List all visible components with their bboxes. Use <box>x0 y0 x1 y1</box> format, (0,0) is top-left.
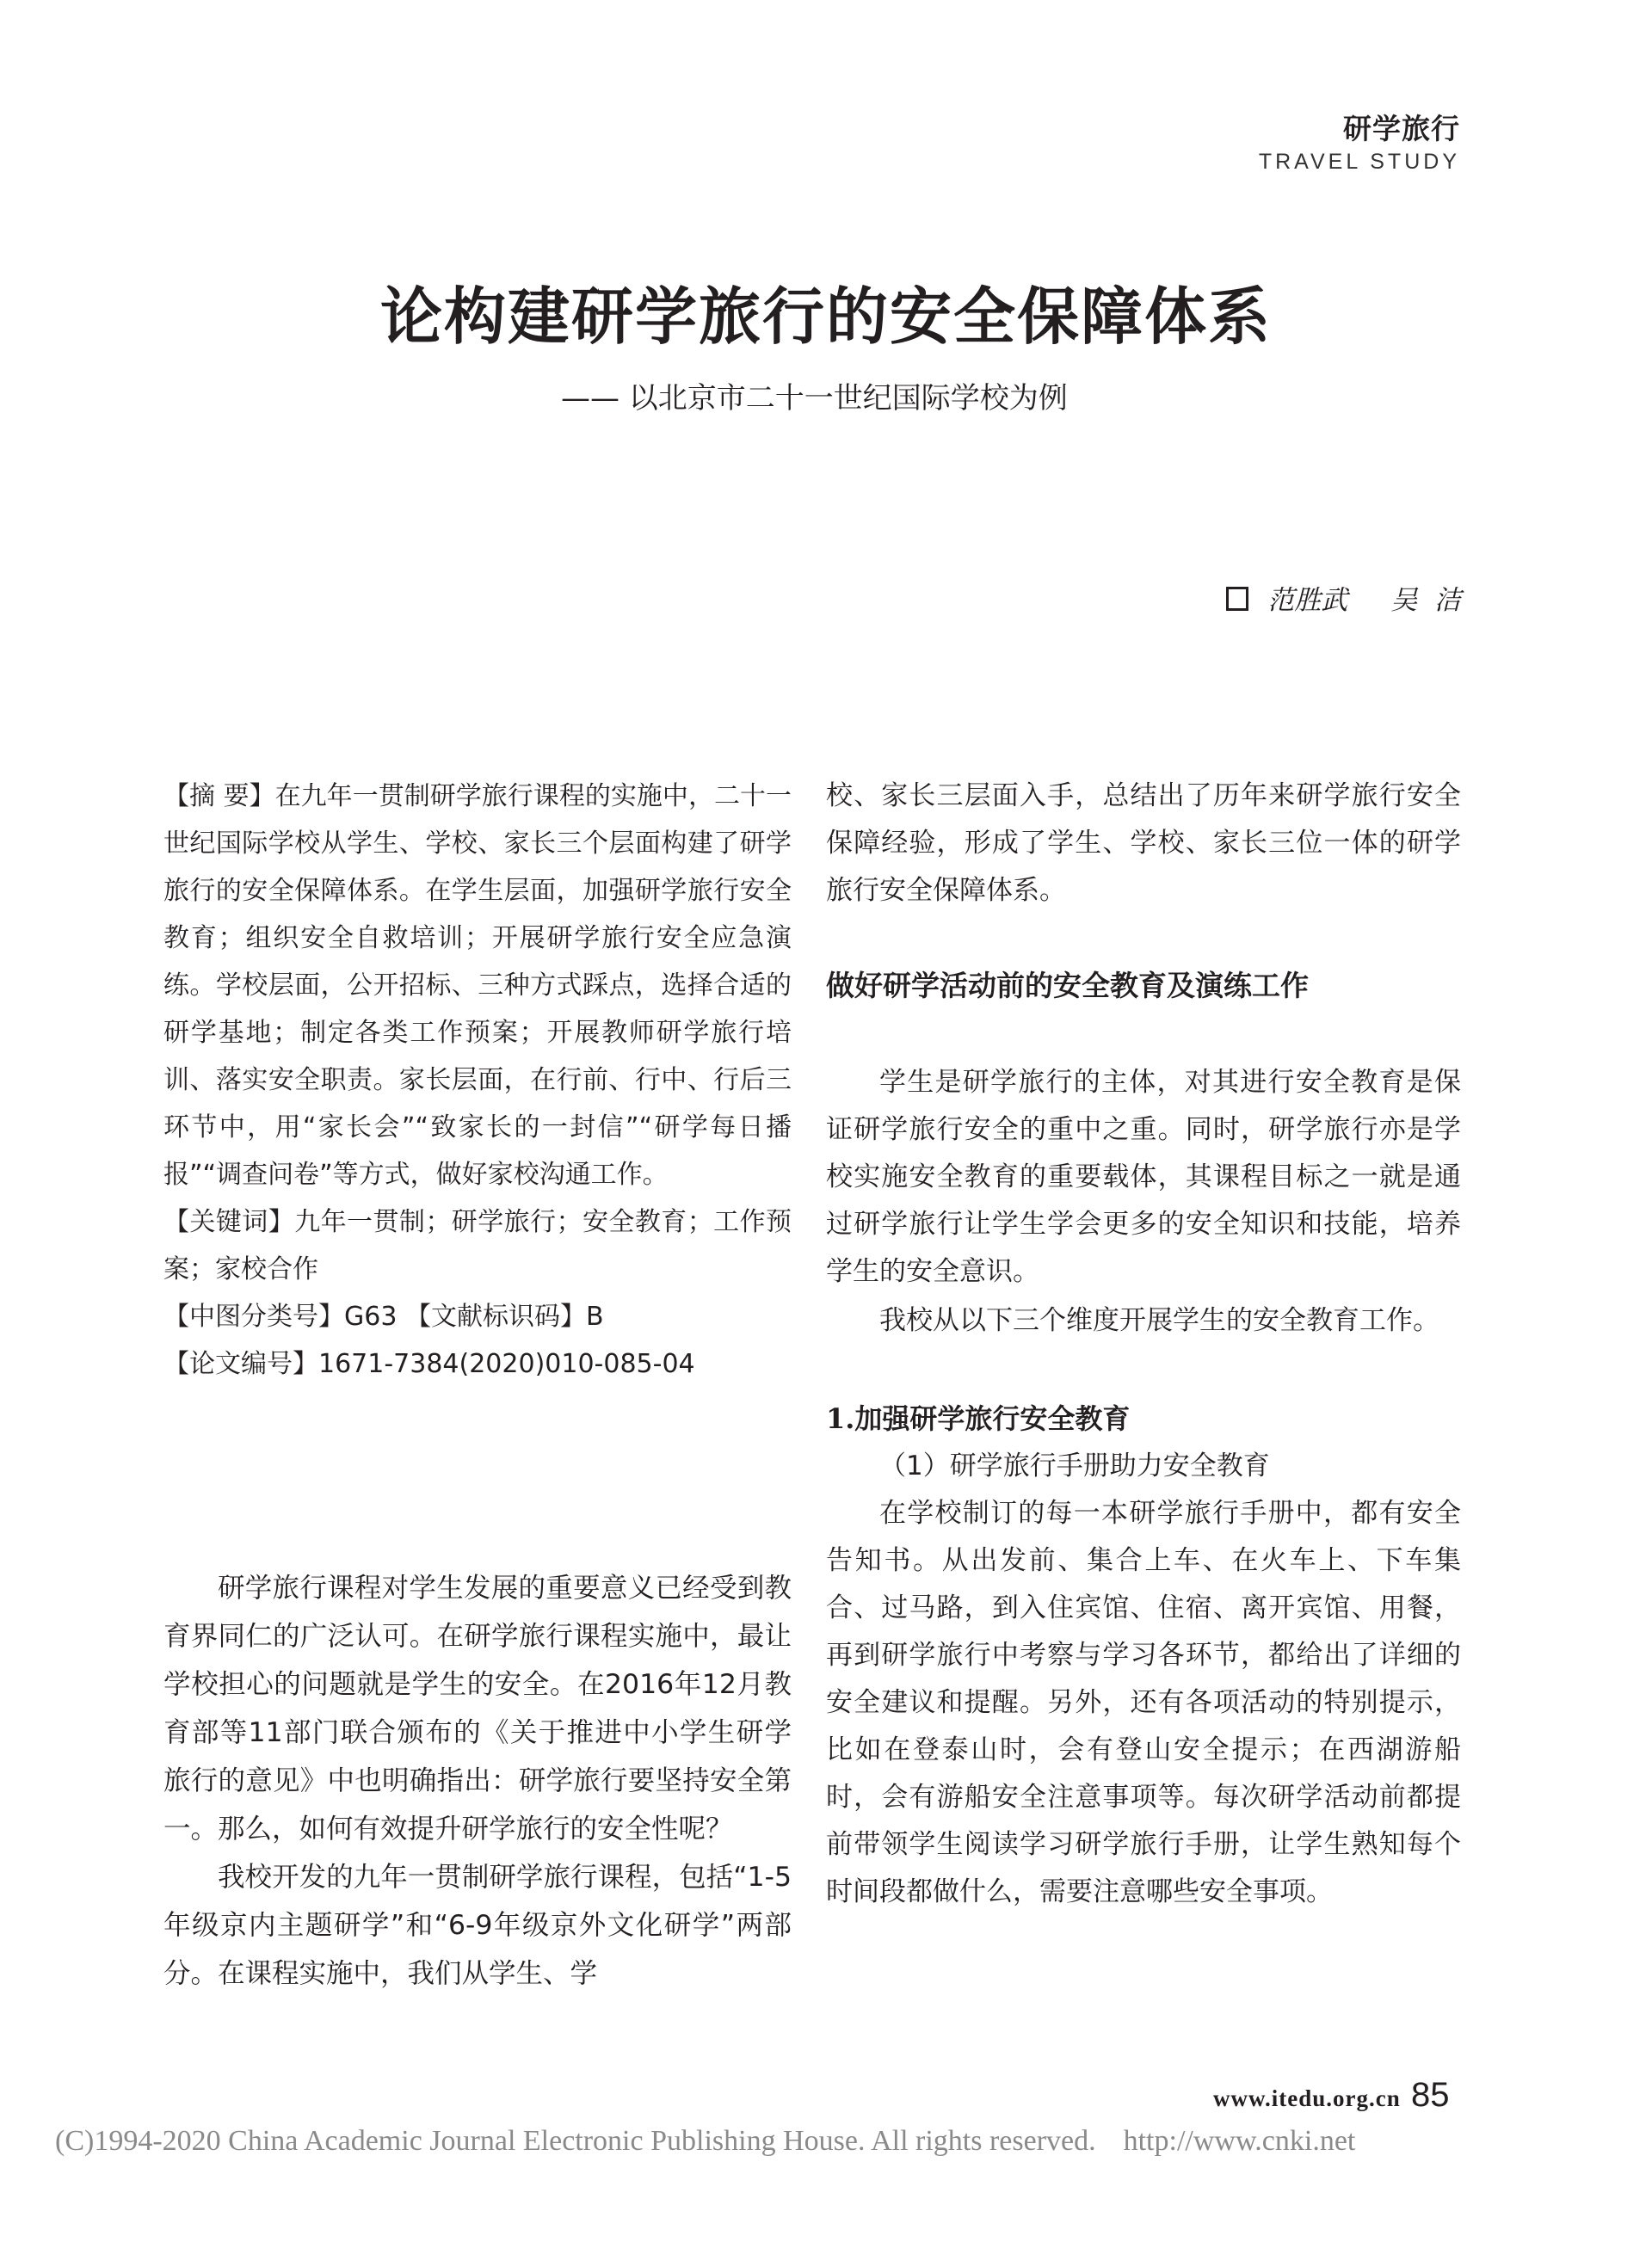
article-title: 论构建研学旅行的安全保障体系 <box>379 280 1272 353</box>
body-paragraph-continued: 校、家长三层面入手，总结出了历年来研学旅行安全保障经验，形成了学生、学校、家长三位一体的研学旅行安全保障体系。 <box>826 780 1461 906</box>
doc-code-value: B <box>585 1302 604 1332</box>
section-tag-cn: 研学旅行 <box>1343 112 1460 145</box>
right-column <box>826 773 1461 1916</box>
body-paragraph: 我校开发的九年一贯制研学旅行课程，包括“1-5年级京内主题研学”和“6-9年级京外文化研学”两部分。在课程实施中，我们从学生、学 <box>163 1862 792 1989</box>
abstract-block <box>163 773 792 1388</box>
footer-site-url: www.itedu.org.cn <box>1213 2085 1401 2111</box>
page-number: 85 <box>1411 2076 1450 2114</box>
cnki-url: http://www.cnki.net <box>1123 2125 1356 2157</box>
article-subtitle: —— 以北京市二十一世纪国际学校为例 <box>561 381 1068 416</box>
copyright-text: (C)1994-2020 China Academic Journal Electronic Publishing House. All rights reserved. <box>55 2125 1096 2157</box>
body-paragraph: 研学旅行课程对学生发展的重要意义已经受到教育界同仁的广泛认可。在研学旅行课程实施中，最让学校担心的问题就是学生的安全。在2016年12月教育部等11部门联合颁布的《关于推进中小学生研学旅行的意见》中也明确指出：研学旅行要坚持安全第一。那么，如何有效提升研学旅行的安全性呢？ <box>163 1573 792 1845</box>
left-body-text <box>163 1564 792 1998</box>
square-bullet-icon <box>1226 587 1248 611</box>
author-name: 吴 洁 <box>1390 585 1461 616</box>
section-tag <box>1259 110 1460 176</box>
classification-line <box>163 1293 792 1340</box>
subsection-heading: 1.加强研学旅行安全教育 <box>826 1402 1131 1435</box>
clc-value: G63 <box>344 1302 398 1332</box>
body-paragraph: 我校从以下三个维度开展学生的安全教育工作。 <box>879 1305 1439 1336</box>
subsubsection-heading: （1）研学旅行手册助力安全教育 <box>879 1451 1270 1481</box>
author-line <box>1226 582 1461 619</box>
keywords-text: 九年一贯制；研学旅行；安全教育；工作预案；家校合作 <box>163 1207 792 1284</box>
doc-code-label: 【文献标识码】 <box>404 1302 586 1332</box>
keywords-line <box>163 1198 792 1293</box>
abstract-paragraph <box>163 773 792 1198</box>
body-paragraph: 在学校制订的每一本研学旅行手册中，都有安全告知书。从出发前、集合上车、在火车上、下车集合、过马路，到入住宾馆、住宿、离开宾馆、用餐，再到研学旅行中考察与学习各环节，都给出了详细的安全建议和提醒。另外，还有各项活动的特别提示，比如在登泰山时，会有登山安全提示；在西湖游船时，会有游船安全注意事项等。每次研学活动前都提前带领学生阅读学习研学旅行手册，让学生熟知每个时间段都做什么，需要注意哪些安全事项。 <box>826 1498 1461 1907</box>
paper-id-label: 【论文编号】 <box>163 1349 318 1379</box>
copyright-watermark <box>55 2125 1355 2158</box>
section-tag-en: TRAVEL STUDY <box>1258 150 1460 174</box>
author-name: 范胜武 <box>1267 585 1348 616</box>
keywords-label: 【关键词】 <box>163 1207 295 1237</box>
paper-id-line <box>163 1340 792 1388</box>
abstract-text: 在九年一贯制研学旅行课程的实施中，二十一世纪国际学校从学生、学校、家长三个层面构建了研学旅行的安全保障体系。在学生层面，加强研学旅行安全教育；组织安全自救培训；开展研学旅行安全应急演练。学校层面，公开招标、三种方式踩点，选择合适的研学基地；制定各类工作预案；开展教师研学旅行培训、落实安全职责。家长层面，在行前、行中、行后三环节中，用“家长会”“致家长的一封信”“研学每日播报”“调查问卷”等方式，做好家校沟通工作。 <box>163 781 792 1190</box>
paper-id-value: 1671-7384(2020)010-085-04 <box>318 1349 695 1379</box>
clc-label: 【中图分类号】 <box>163 1302 344 1332</box>
section-heading: 做好研学活动前的安全教育及演练工作 <box>826 969 1309 1002</box>
abstract-label: 【摘 要】 <box>163 781 275 811</box>
body-paragraph: 学生是研学旅行的主体，对其进行安全教育是保证研学旅行安全的重中之重。同时，研学旅行亦是学校实施安全教育的重要载体，其课程目标之一就是通过研学旅行让学生学会更多的安全知识和技能，培养学生的安全意识。 <box>826 1067 1461 1287</box>
